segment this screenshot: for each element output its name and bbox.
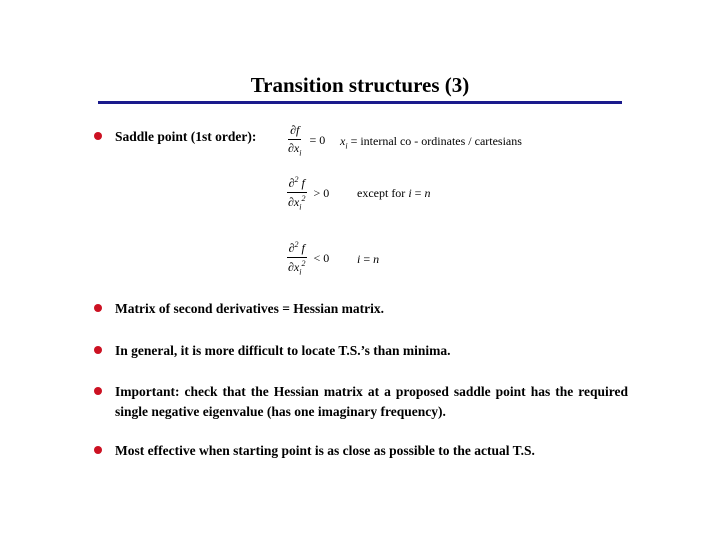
note-variable: x [340, 134, 346, 148]
bullet-starting-point: Most effective when starting point is as close as possible to the actual T.S. [115, 443, 535, 458]
denominator-superscript: 2 [301, 259, 306, 268]
numerator-superscript: 2 [294, 240, 299, 249]
relation: = 0 [309, 132, 326, 147]
bullet-locate-ts: In general, it is more difficult to locate T.S.’s than minima. [115, 343, 451, 358]
bullet-dot [94, 132, 102, 140]
fraction [286, 175, 308, 211]
note-variable: i [408, 186, 412, 200]
fraction [286, 123, 304, 157]
note-text: except for [357, 186, 409, 200]
equation-gradient-zero [286, 123, 325, 157]
bullet-hessian-matrix: Matrix of second derivatives = Hessian matrix. [115, 301, 385, 316]
relation: < 0 [313, 250, 330, 265]
numerator-function: f [298, 241, 305, 255]
note-variable-n: n [424, 186, 431, 200]
note-equals: = [360, 252, 374, 266]
bullet-dot [94, 346, 102, 354]
note-equals: = [411, 186, 425, 200]
bullet-dot [94, 304, 102, 312]
equation-second-derivative-negative [286, 240, 329, 276]
note-subscript: i [345, 141, 348, 151]
denominator-superscript: 2 [301, 194, 306, 203]
numerator: ∂f [288, 123, 301, 140]
bullet-dot [94, 446, 102, 454]
bullet-dot [94, 387, 102, 395]
denominator-subscript: i [299, 202, 302, 212]
title-underline [98, 101, 622, 104]
denominator-base: ∂x [288, 141, 300, 155]
numerator-base: ∂ [288, 241, 295, 255]
bullet-important-check: Important: check that the Hessian matrix at a proposed saddle point has the required single negative eigenvalue (has one imaginary frequency). [115, 384, 628, 419]
slide-title: Transition structures (3) [250, 73, 470, 97]
equation-note-except [357, 186, 430, 201]
numerator-superscript: 2 [294, 175, 299, 184]
relation: > 0 [313, 185, 330, 200]
denominator [286, 193, 308, 211]
numerator [287, 240, 307, 258]
numerator-function: f [298, 176, 305, 190]
note-variable-n: n [373, 252, 380, 266]
denominator-base: ∂x [288, 260, 300, 274]
denominator-subscript: i [299, 148, 302, 158]
equation-note-coordinates [340, 134, 522, 150]
bullet-saddle-point: Saddle point (1st order): [115, 129, 257, 144]
denominator [286, 140, 304, 157]
equation-note-i-equals-n [357, 252, 379, 267]
numerator-base: ∂ [288, 176, 295, 190]
denominator-base: ∂x [288, 195, 300, 209]
numerator [287, 175, 307, 193]
fraction [286, 240, 308, 276]
denominator [286, 258, 308, 276]
denominator-subscript: i [299, 267, 302, 277]
note-text: = internal co - ordinates / cartesians [347, 134, 522, 148]
note-variable: i [357, 252, 361, 266]
equation-second-derivative-positive [286, 175, 329, 211]
